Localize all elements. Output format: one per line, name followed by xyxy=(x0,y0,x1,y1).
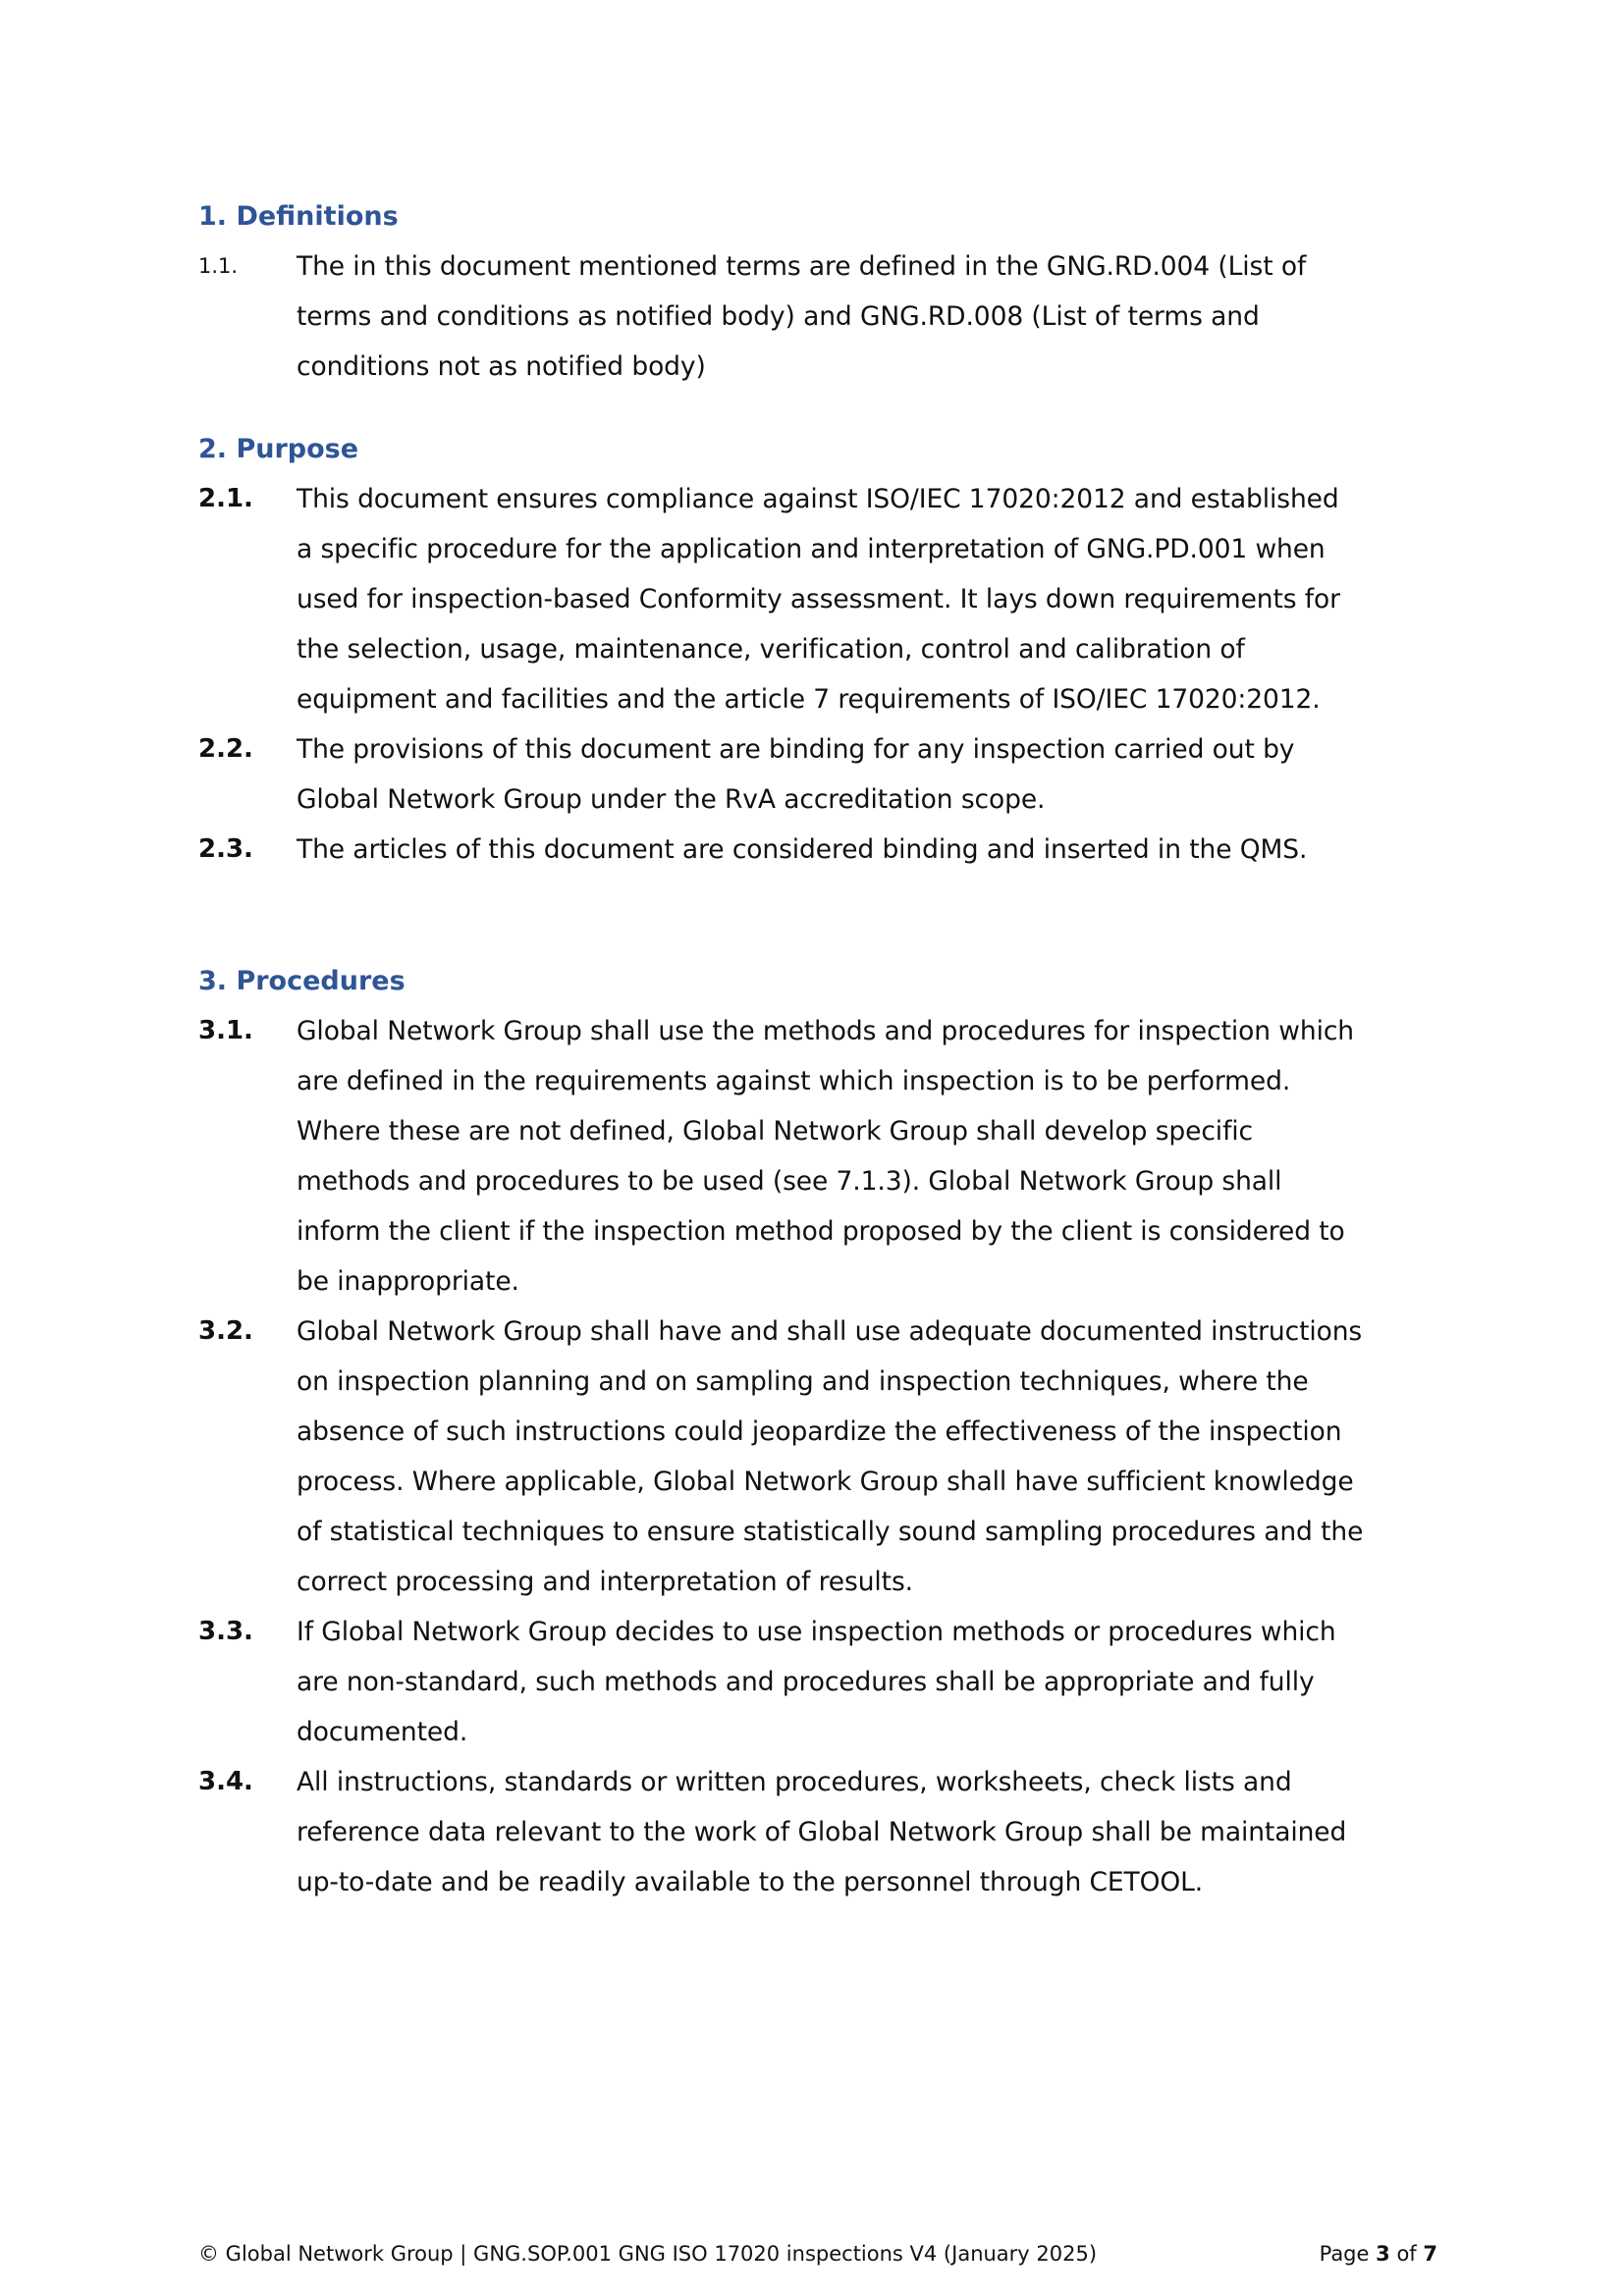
clause-number: 3.4. xyxy=(198,1767,253,1796)
clause-text-line: inform the client if the inspection method proposed by the client is considered to xyxy=(297,1216,1345,1247)
clause-text-line: absence of such instructions could jeopardize the effectiveness of the inspection xyxy=(297,1416,1342,1447)
footer-copyright: © Global Network Group | GNG.SOP.001 GNG ISO 17020 inspections V4 (January 2025) xyxy=(198,2242,1098,2266)
clause xyxy=(198,1307,1455,1607)
clause-text-line: are defined in the requirements against which inspection is to be performed. xyxy=(297,1066,1291,1096)
clause-number: 3.3. xyxy=(198,1617,253,1646)
clause xyxy=(198,1757,1455,1907)
clause-number: 2.3. xyxy=(198,834,253,864)
section xyxy=(198,956,1455,1907)
clause-text-line: The in this document mentioned terms are defined in the GNG.RD.004 (List of xyxy=(297,251,1307,282)
clause-text-line: equipment and facilities and the article 7 requirements of ISO/IEC 17020:2012. xyxy=(297,684,1321,715)
clause xyxy=(198,724,1455,825)
clause-text-line: This document ensures compliance against ISO/IEC 17020:2012 and established xyxy=(297,484,1339,514)
clause-text-line: a specific procedure for the application and interpretation of GNG.PD.001 when xyxy=(297,534,1326,564)
clause-number: 2.1. xyxy=(198,484,253,513)
clause xyxy=(198,474,1455,724)
section xyxy=(198,424,1455,875)
clause-text-line: used for inspection-based Conformity assessment. It lays down requirements for xyxy=(297,584,1340,614)
clause-text-line: of statistical techniques to ensure statistically sound sampling procedures and the xyxy=(297,1517,1364,1547)
clause-number: 3.2. xyxy=(198,1316,253,1346)
clause-text-line: The articles of this document are considered binding and inserted in the QMS. xyxy=(297,834,1308,865)
clause-text-line: Global Network Group under the RvA accreditation scope. xyxy=(297,784,1046,815)
clause-text-line: methods and procedures to be used (see 7.1.3). Global Network Group shall xyxy=(297,1166,1282,1197)
clause xyxy=(198,1607,1455,1757)
clause-text-line: Global Network Group shall have and shall use adequate documented instructions xyxy=(297,1316,1363,1347)
section-heading: 3. Procedures xyxy=(198,966,406,996)
clause-text-line: up-to-date and be readily available to the personnel through CETOOL. xyxy=(297,1867,1204,1897)
clause-text-line: The provisions of this document are binding for any inspection carried out by xyxy=(297,734,1295,765)
clause-number: 2.2. xyxy=(198,734,253,764)
clause-text-line: correct processing and interpretation of results. xyxy=(297,1567,913,1597)
clause-text-line: terms and conditions as notified body) and GNG.RD.008 (List of terms and xyxy=(297,301,1260,332)
clause-text-line: be inappropriate. xyxy=(297,1266,519,1297)
section xyxy=(198,191,1455,392)
clause-text-line: process. Where applicable, Global Network Group shall have sufficient knowledge xyxy=(297,1467,1354,1497)
clause-text-line: All instructions, standards or written procedures, worksheets, check lists and xyxy=(297,1767,1292,1797)
clause-text-line: Where these are not defined, Global Network Group shall develop specific xyxy=(297,1116,1254,1147)
page-number: Page 3 of 7 xyxy=(1319,2242,1437,2266)
clause xyxy=(198,825,1455,875)
clause xyxy=(198,241,1455,392)
clause-text-line: Global Network Group shall use the methods and procedures for inspection which xyxy=(297,1016,1354,1046)
clause-text-line: reference data relevant to the work of Global Network Group shall be maintained xyxy=(297,1817,1347,1847)
clause-text-line: on inspection planning and on sampling and inspection techniques, where the xyxy=(297,1366,1309,1397)
clause-text-line: documented. xyxy=(297,1717,468,1747)
section-heading: 1. Definitions xyxy=(198,201,399,232)
clause-text-line: If Global Network Group decides to use inspection methods or procedures which xyxy=(297,1617,1336,1647)
clause-number: 3.1. xyxy=(198,1016,253,1045)
clause-text-line: the selection, usage, maintenance, verification, control and calibration of xyxy=(297,634,1245,665)
clause-text-line: conditions not as notified body) xyxy=(297,351,706,382)
section-heading: 2. Purpose xyxy=(198,434,359,464)
clause xyxy=(198,1006,1455,1307)
clause-number: 1.1. xyxy=(198,254,239,278)
page-footer xyxy=(198,2242,1437,2266)
clause-text-line: are non-standard, such methods and procedures shall be appropriate and fully xyxy=(297,1667,1315,1697)
